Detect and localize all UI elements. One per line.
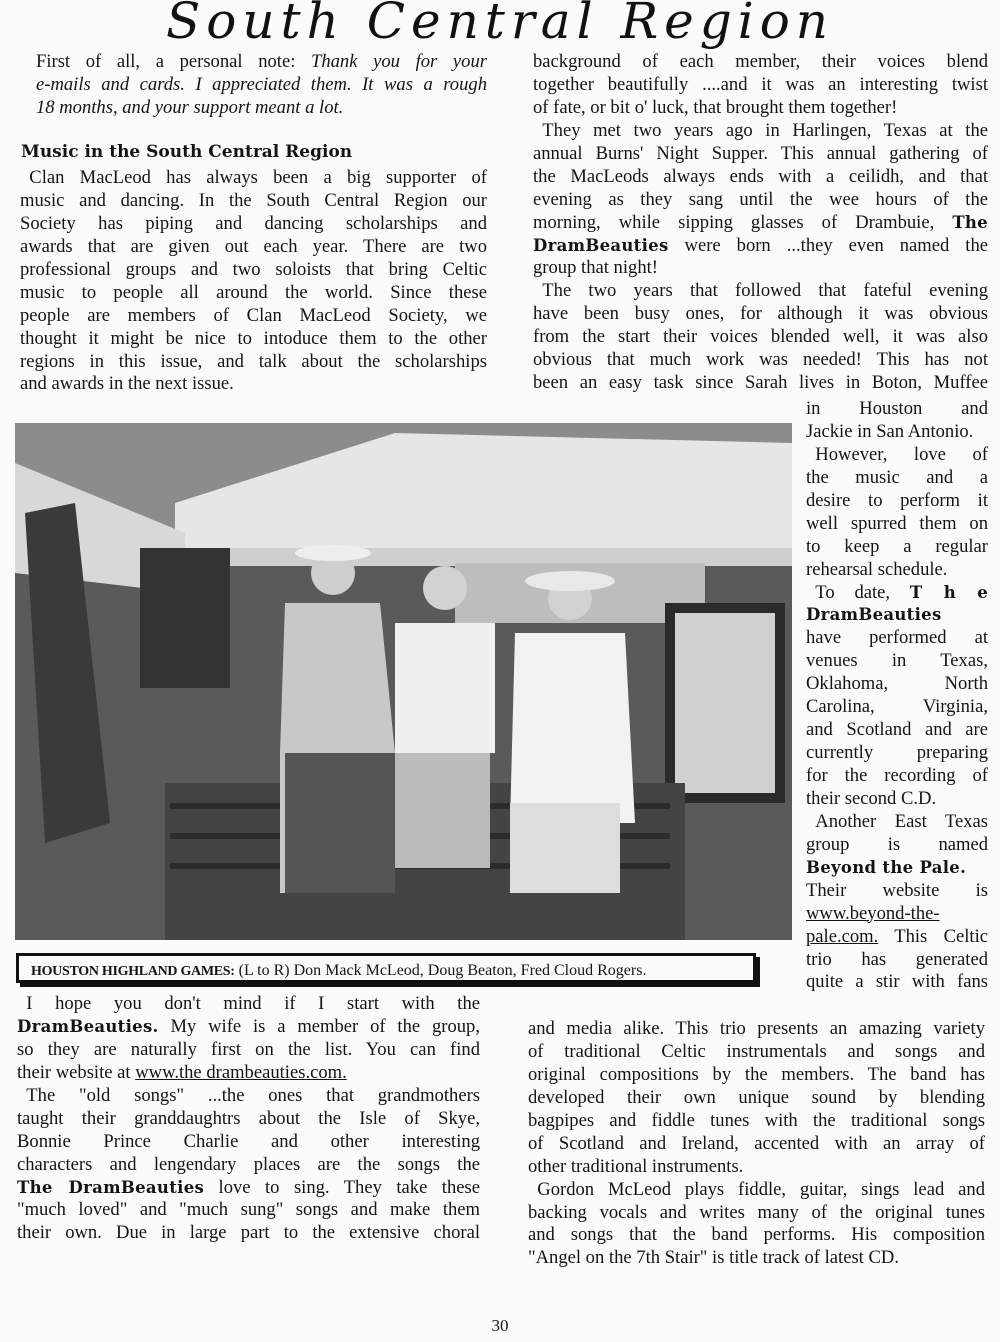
text-line: Jackie in San Antonio. xyxy=(806,420,974,442)
text-line: obvious that much work was needed! This has not xyxy=(533,349,988,371)
text-line: Another East Texas xyxy=(806,810,988,832)
text-line: been an easy task since Sarah lives in Boton, Muffee xyxy=(533,372,988,394)
text-line xyxy=(806,604,988,627)
right-column-top xyxy=(533,51,988,395)
website-link[interactable]: pale.com. xyxy=(806,925,879,947)
italic-text: e-mails and cards. I appreciated them. It was a rough xyxy=(36,73,487,95)
bold-text: T h e xyxy=(909,582,988,602)
bold-text: The xyxy=(952,212,988,232)
text-line xyxy=(36,74,487,97)
text-line: "Angel on the 7th Stair" is title track of latest CD. xyxy=(528,1247,899,1269)
text-line: Oklahoma, North xyxy=(806,673,988,695)
text-line: awards that are given out each year. There are two xyxy=(20,235,487,257)
text-line: music to people all around the world. Since these xyxy=(20,281,487,303)
text-line: Carolina, Virginia, xyxy=(806,696,988,718)
text-segment: their website at xyxy=(17,1061,136,1083)
text-line xyxy=(806,857,988,880)
text-line: They met two years ago in Harlingen, Texas at the xyxy=(533,119,988,141)
text-line: trio has generated xyxy=(806,948,988,970)
text-line: from the start their voices blended well, it was also xyxy=(533,326,988,348)
text-line: characters and lengendary places are the songs the xyxy=(17,1153,480,1175)
text-line: music and dancing. In the South Central Region our xyxy=(20,189,487,211)
bold-text: DramBeauties xyxy=(533,235,669,255)
text-line: desire to perform it xyxy=(806,489,988,511)
text-line: in Houston and xyxy=(806,398,988,419)
text-segment: were born ...they even named the xyxy=(668,234,988,256)
text-line: Their website is xyxy=(806,879,988,901)
text-line: quite a stir with fans xyxy=(806,971,988,993)
text-line: currently preparing xyxy=(806,742,988,764)
text-line: evening as they sang until the wee hours of the xyxy=(533,188,988,210)
text-line xyxy=(533,235,988,258)
italic-text: Thank you for your xyxy=(311,51,487,72)
page-number: 30 xyxy=(491,1316,509,1335)
text-line: of fate, or bit o' luck, that brought them together! xyxy=(533,96,898,118)
text-line: The two years that followed that fateful evening xyxy=(533,280,988,302)
text-line: bagpipes and fiddle tunes with the traditional songs xyxy=(528,1109,985,1131)
bold-text: DramBeauties. xyxy=(17,1016,159,1036)
text-line xyxy=(17,1016,480,1039)
text-line: have been busy ones, for although it was obvious xyxy=(533,303,988,325)
text-line: However, love of xyxy=(806,443,988,465)
text-line: well spurred them on xyxy=(806,512,988,534)
text-line: rehearsal schedule. xyxy=(806,558,948,580)
right-column-narrow xyxy=(806,398,988,994)
text-line: other traditional instruments. xyxy=(528,1155,744,1177)
text-line: their second C.D. xyxy=(806,787,937,809)
text-line: I hope you don't mind if I start with the xyxy=(17,993,480,1014)
text-segment: love to sing. They take these xyxy=(204,1176,480,1198)
section-heading: Music in the South Central Region xyxy=(21,142,353,162)
intro-note xyxy=(36,51,487,120)
caption-text: (L to R) Don Mack McLeod, Doug Beaton, Fred Cloud Rogers. xyxy=(234,962,647,979)
text-line: for the recording of xyxy=(806,765,988,786)
bottom-right-column xyxy=(528,1018,985,1270)
text-segment: This Celtic xyxy=(878,925,988,947)
text-line: background of each member, their voices blend xyxy=(533,51,988,72)
text-line: people are members of Clan MacLeod Society, we xyxy=(20,304,487,326)
text-line: original compositions by the members. The band has xyxy=(528,1063,985,1085)
text-line: of Scotland and Ireland, accented with an array of xyxy=(528,1132,985,1154)
text-line xyxy=(36,51,487,74)
text-line xyxy=(806,582,988,605)
text-segment: To date, xyxy=(806,581,910,603)
text-line: backing vocals and writes many of the original tunes xyxy=(528,1201,985,1223)
text-line: developed their own unique sound by blending xyxy=(528,1086,985,1108)
text-line: and Scotland and are xyxy=(806,719,988,741)
text-line: the MacLeods always ends with a ceilidh, and that xyxy=(533,165,988,187)
text-line: and media alike. This trio presents an amazing variety xyxy=(528,1018,985,1039)
text-segment: First of all, a personal note: xyxy=(36,51,311,72)
bottom-left-column xyxy=(17,993,480,1245)
text-line: taught their granddaughtrs about the Isle of Skye, xyxy=(17,1107,480,1129)
text-line: to keep a regular xyxy=(806,535,988,557)
text-line xyxy=(17,1062,480,1085)
music-paragraph xyxy=(20,167,487,396)
photo-image xyxy=(15,423,792,940)
photo-caption xyxy=(16,953,756,983)
text-line xyxy=(806,926,988,949)
text-line: Clan MacLeod has always been a big supporter of xyxy=(20,167,487,188)
text-line: of traditional Celtic instrumentals and songs and xyxy=(528,1040,985,1062)
page-title: South Central Region xyxy=(165,0,835,50)
text-line: professional groups and two soloists that bring Celtic xyxy=(20,258,487,280)
text-line: "much loved" and "much sung" songs and make them xyxy=(17,1199,480,1221)
bold-text: DramBeauties xyxy=(806,605,942,625)
caption-lead: HOUSTON HIGHLAND GAMES: xyxy=(31,964,235,979)
text-line: together beautifully ....and it was an interesting twist xyxy=(533,73,988,95)
text-line xyxy=(533,212,988,235)
text-segment: My wife is a member of the group, xyxy=(158,1015,480,1037)
text-line: thought it might be nice to intoduce them to the other xyxy=(20,327,487,349)
text-line: venues in Texas, xyxy=(806,650,988,672)
text-line: group is named xyxy=(806,833,988,855)
text-line: have performed at xyxy=(806,627,988,649)
text-line: so they are naturally first on the list. You can find xyxy=(17,1038,480,1060)
website-link[interactable]: www.beyond-the- xyxy=(806,902,940,924)
text-line xyxy=(17,1177,480,1200)
text-line: The "old songs" ...the ones that grandmothers xyxy=(17,1084,480,1106)
text-segment: morning, while sipping glasses of Drambuie, xyxy=(533,211,953,233)
text-line xyxy=(36,97,487,120)
text-line: regions in this issue, and talk about the scholarships xyxy=(20,350,487,372)
italic-text: 18 months, and your support meant a lot. xyxy=(36,96,344,118)
text-line: Bonnie Prince Charlie and other interesting xyxy=(17,1130,480,1152)
text-line xyxy=(806,903,988,926)
photo-houston-highland-games xyxy=(15,423,792,940)
website-link[interactable]: www.the drambeauties.com. xyxy=(135,1061,347,1083)
bold-text: The DramBeauties xyxy=(17,1177,205,1197)
text-line: Society has piping and dancing scholarships and xyxy=(20,212,487,234)
text-line: group that night! xyxy=(533,257,658,279)
text-line: and songs that the band performs. His composition xyxy=(528,1224,985,1246)
bold-text: Beyond the Pale. xyxy=(806,857,967,877)
text-line: and awards in the next issue. xyxy=(20,373,234,395)
text-line: their own. Due in large part to the extensive choral xyxy=(17,1222,480,1244)
text-line: annual Burns' Night Supper. This annual gathering of xyxy=(533,142,988,164)
text-line: the music and a xyxy=(806,466,988,488)
text-line: Gordon McLeod plays fiddle, guitar, sings lead and xyxy=(528,1178,985,1200)
